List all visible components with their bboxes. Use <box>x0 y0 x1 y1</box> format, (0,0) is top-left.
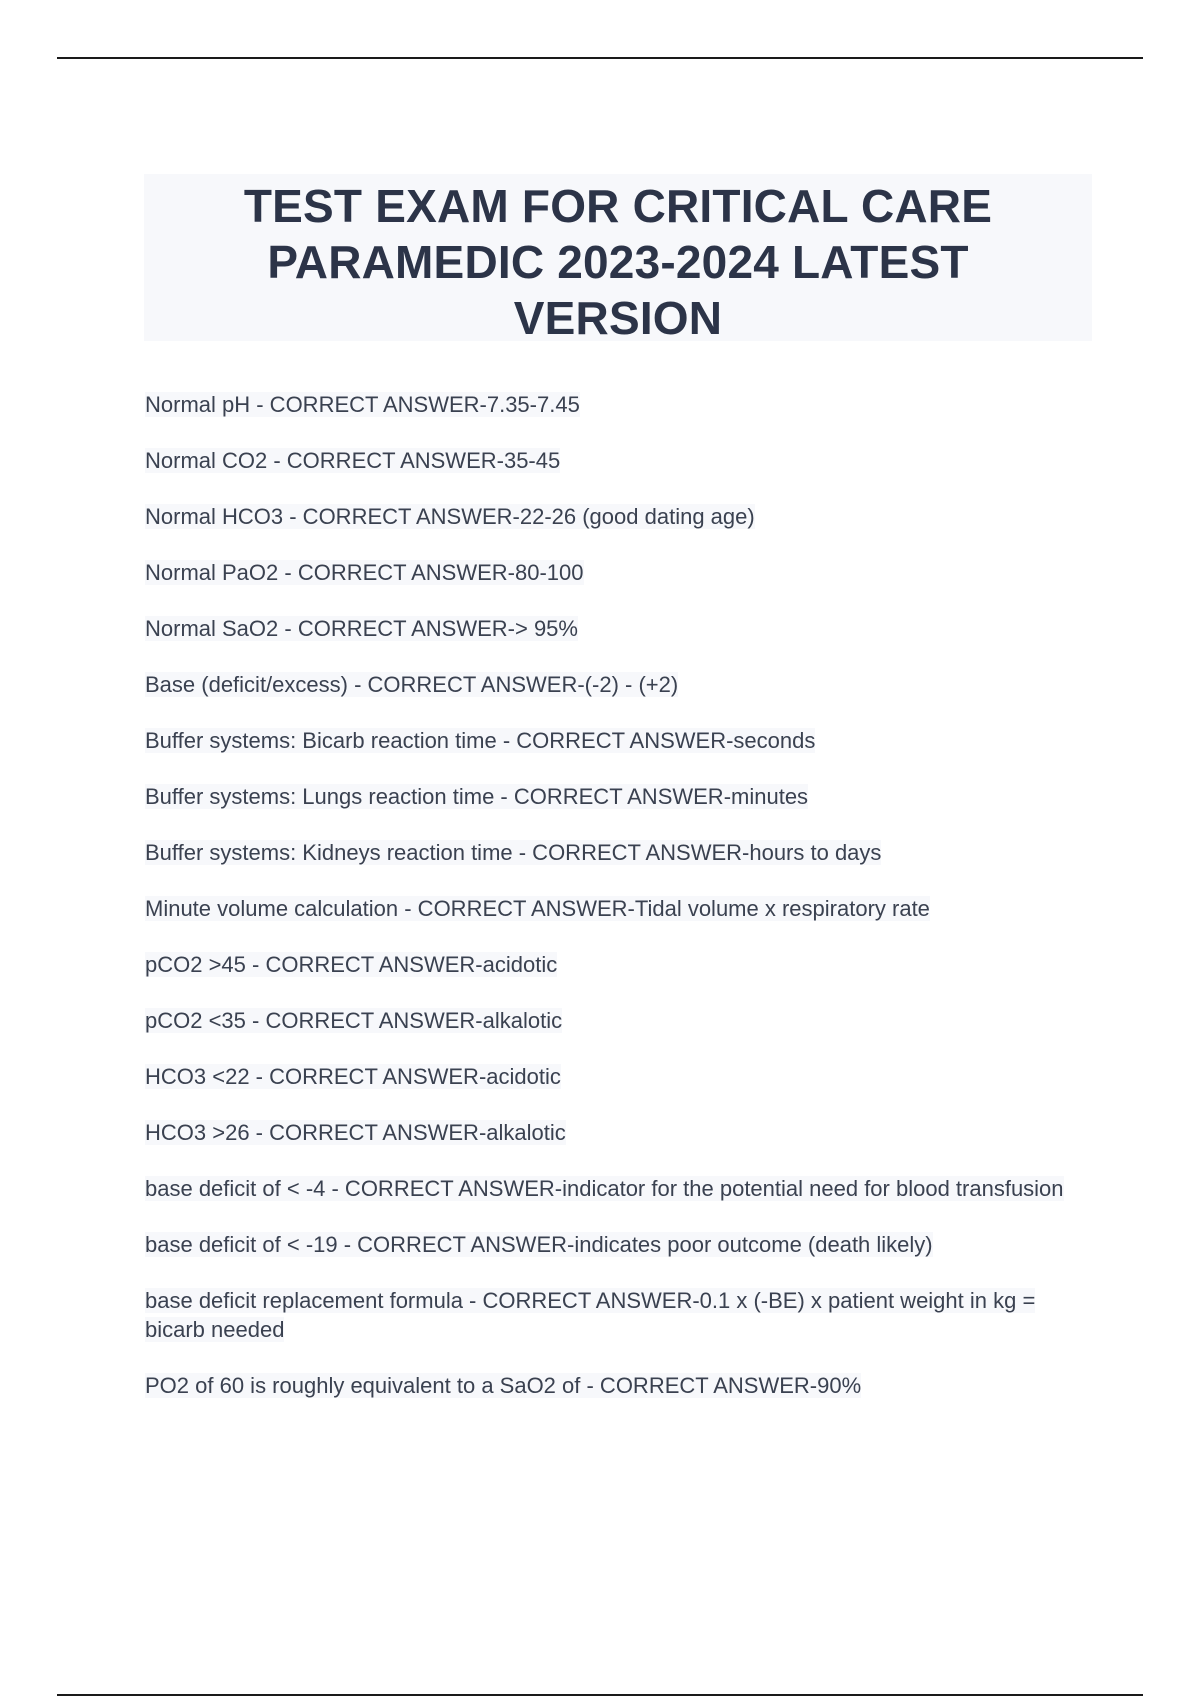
qa-item <box>145 1006 1080 1035</box>
qa-text: Normal PaO2 - CORRECT ANSWER-80-100 <box>145 560 584 585</box>
top-divider <box>57 57 1143 59</box>
qa-item <box>145 390 1080 419</box>
qa-item <box>145 1230 1080 1259</box>
qa-text: PO2 of 60 is roughly equivalent to a SaO2 of - CORRECT ANSWER-90% <box>145 1373 862 1398</box>
document-title-line-3: VERSION <box>513 292 723 344</box>
qa-text: Normal CO2 - CORRECT ANSWER-35-45 <box>145 448 561 473</box>
question-answer-list <box>145 390 1080 1427</box>
qa-text: Normal HCO3 - CORRECT ANSWER-22-26 (good dating age) <box>145 504 755 529</box>
qa-text: Base (deficit/excess) - CORRECT ANSWER-(-2) - (+2) <box>145 672 679 697</box>
qa-item <box>145 614 1080 643</box>
qa-text: Normal SaO2 - CORRECT ANSWER-> 95% <box>145 616 578 641</box>
document-title-line-2: PARAMEDIC 2023-2024 LATEST <box>267 236 969 288</box>
qa-text: Buffer systems: Lungs reaction time - CORRECT ANSWER-minutes <box>145 784 809 809</box>
qa-text: HCO3 >26 - CORRECT ANSWER-alkalotic <box>145 1120 566 1145</box>
bottom-divider <box>57 1694 1143 1696</box>
qa-item <box>145 502 1080 531</box>
qa-item <box>145 446 1080 475</box>
qa-text: pCO2 <35 - CORRECT ANSWER-alkalotic <box>145 1008 563 1033</box>
qa-text: Buffer systems: Kidneys reaction time - CORRECT ANSWER-hours to days <box>145 840 882 865</box>
qa-item <box>145 726 1080 755</box>
qa-item <box>145 1174 1080 1203</box>
qa-text: base deficit replacement formula - CORRECT ANSWER-0.1 x (-BE) x patient weight in kg = bicarb needed <box>145 1288 1036 1342</box>
qa-item <box>145 1371 1080 1400</box>
document-title-line-1: TEST EXAM FOR CRITICAL CARE <box>243 180 993 232</box>
qa-text: Normal pH - CORRECT ANSWER-7.35-7.45 <box>145 392 580 417</box>
document-title-box <box>144 174 1092 344</box>
qa-item <box>145 782 1080 811</box>
qa-item <box>145 1118 1080 1147</box>
qa-text: base deficit of < -4 - CORRECT ANSWER-indicator for the potential need for blood transfusion <box>145 1176 1064 1201</box>
qa-text: pCO2 >45 - CORRECT ANSWER-acidotic <box>145 952 558 977</box>
qa-item <box>145 838 1080 867</box>
qa-item <box>145 1062 1080 1091</box>
qa-text: Buffer systems: Bicarb reaction time - CORRECT ANSWER-seconds <box>145 728 816 753</box>
qa-text: base deficit of < -19 - CORRECT ANSWER-indicates poor outcome (death likely) <box>145 1232 933 1257</box>
qa-text: HCO3 <22 - CORRECT ANSWER-acidotic <box>145 1064 561 1089</box>
qa-item <box>145 1286 1080 1344</box>
qa-text: Minute volume calculation - CORRECT ANSWER-Tidal volume x respiratory rate <box>145 896 930 921</box>
qa-item <box>145 670 1080 699</box>
qa-item <box>145 558 1080 587</box>
qa-item <box>145 894 1080 923</box>
qa-item <box>145 950 1080 979</box>
